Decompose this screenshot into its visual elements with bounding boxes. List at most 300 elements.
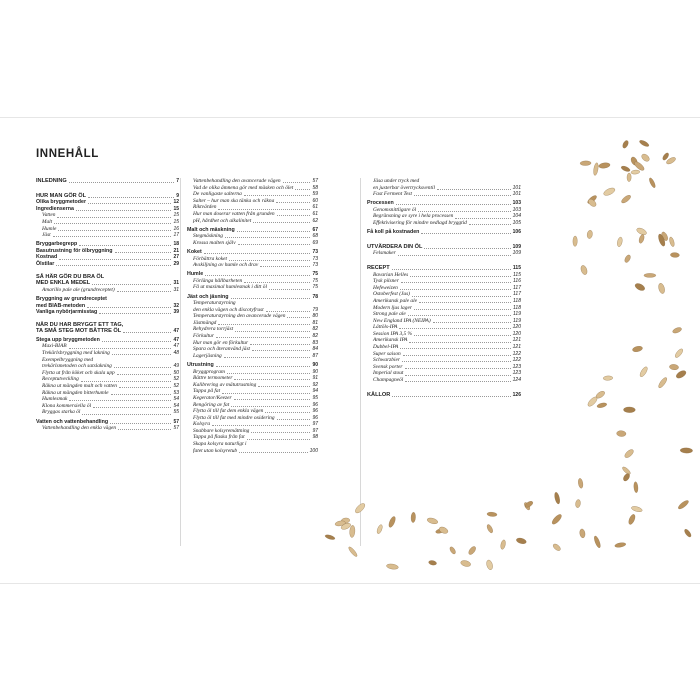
- toc-entry-title: Kostnad: [36, 254, 58, 261]
- toc-entry-section: [36, 248, 179, 255]
- dot-leader: [82, 414, 171, 415]
- malt-grain: [579, 529, 586, 539]
- malt-grain: [669, 236, 676, 247]
- toc-chapter-line: [36, 280, 179, 287]
- malt-grain: [449, 546, 457, 555]
- toc-entry-title: Salter – hur man ska tänka och räkna: [193, 197, 275, 204]
- toc-entry-sub: [36, 357, 179, 364]
- toc-entry-title: Riktvärden: [193, 204, 217, 211]
- toc-entry-sub: [367, 305, 521, 312]
- toc-page-number: 96: [312, 414, 318, 421]
- toc-entry-title: Malt: [42, 218, 53, 225]
- malt-grain: [551, 513, 563, 526]
- dot-leader: [283, 182, 311, 183]
- dot-leader: [212, 425, 310, 426]
- malt-grain: [554, 492, 561, 505]
- toc-page-number: 21: [173, 247, 179, 254]
- malt-grain: [340, 522, 351, 531]
- toc-entry-sub: [36, 212, 179, 219]
- toc-page-number: 27: [173, 254, 179, 261]
- malt-grain: [633, 160, 645, 172]
- toc-entry-title: Temperaturstyrning: [193, 300, 236, 307]
- toc-page-number: 17: [173, 232, 179, 239]
- toc-entry-title: KÄLLOR: [367, 391, 391, 398]
- toc-entry-title: Jästmängd: [193, 319, 217, 326]
- toc-page-number: 47: [173, 343, 179, 350]
- toc-entry-title: Vatten och vattenbehandling: [36, 418, 109, 425]
- toc-entry-title: Vanliga nybörjarmisstag: [36, 309, 98, 316]
- malt-grain: [341, 517, 350, 523]
- dot-leader: [396, 204, 511, 205]
- toc-page-number: 52: [173, 383, 179, 390]
- toc-entry-sub: [36, 350, 179, 357]
- toc-entry-title: Stega upp bryggmetoden: [36, 336, 100, 343]
- toc-page-number: 47: [173, 336, 179, 343]
- toc-entry-title: Räkna ut mängden bitterhumle: [42, 389, 109, 396]
- dot-leader: [69, 400, 171, 401]
- toc-entry-sub: [187, 284, 318, 291]
- dot-leader: [119, 387, 171, 388]
- dot-leader: [114, 367, 172, 368]
- toc-page-number: 47: [173, 328, 179, 335]
- dot-leader: [58, 230, 171, 231]
- toc-page-number: 96: [312, 408, 318, 415]
- dot-leader: [401, 282, 511, 283]
- dot-leader: [57, 217, 171, 218]
- dot-leader: [251, 432, 310, 433]
- toc-entry-section: [36, 419, 179, 426]
- toc-page-number: 96: [312, 401, 318, 408]
- toc-entry-sub: [367, 370, 521, 377]
- toc-entry-sub: [187, 307, 318, 314]
- toc-entry-sub: [367, 207, 521, 214]
- toc-page-number: 15: [173, 218, 179, 225]
- malt-grain: [662, 152, 670, 161]
- toc-page-number: 52: [173, 376, 179, 383]
- toc-entry-sub: [367, 357, 521, 364]
- dot-leader: [295, 189, 310, 190]
- malt-grain: [348, 546, 359, 558]
- toc-entry-chapter: [36, 178, 179, 185]
- toc-page-number: 109: [512, 250, 521, 257]
- toc-entry-title: Exempelbryggning med: [42, 356, 94, 363]
- dot-leader: [239, 452, 308, 453]
- toc-entry-title: Imperial stout: [373, 370, 404, 377]
- toc-entry-title: Bryggprogram: [193, 368, 225, 375]
- toc-entry-title: Rengöring av fat: [193, 401, 230, 408]
- toc-entry-sub: [36, 396, 179, 403]
- toc-entry-title: Effektivisering för mindre nedlagd bryggtid: [373, 220, 467, 227]
- toc-entry-chapter: [367, 265, 521, 272]
- toc-entry-title: Avskiljning av humle och drav: [193, 262, 259, 269]
- toc-page-number: 97: [312, 421, 318, 428]
- dot-leader: [88, 197, 174, 198]
- toc-entry-title: Humle: [42, 225, 57, 232]
- toc-entry-title: INLEDNING: [36, 178, 67, 184]
- toc-entry-title: Lagerjäsning: [193, 352, 222, 359]
- toc-page-number: 118: [513, 304, 521, 311]
- toc-page-number: 31: [173, 286, 179, 293]
- malt-grain: [349, 525, 355, 538]
- malt-grain: [622, 473, 631, 483]
- toc-entry-title: Bryggning av grundreceptet: [36, 295, 107, 302]
- dot-leader: [414, 335, 511, 336]
- dot-leader: [117, 374, 172, 375]
- dot-leader: [88, 203, 171, 204]
- toc-entry-section: [187, 294, 318, 301]
- toc-entry-title: Räkna ut mängden malt och vatten: [42, 383, 118, 390]
- malt-grain: [669, 364, 679, 370]
- dot-leader: [402, 361, 511, 362]
- toc-entry-title: Bryggas starka öl: [42, 409, 81, 416]
- toc-page-number: 32: [173, 302, 179, 309]
- toc-entry-title: Flytta öl till fat med mindre oxidering: [193, 414, 275, 421]
- toc-entry-title: Kolsyra: [193, 421, 211, 428]
- toc-entry-sub: [187, 333, 318, 340]
- dot-leader: [224, 357, 311, 358]
- toc-entry-title: Tysk pilsner: [373, 278, 399, 285]
- malt-grain: [578, 478, 584, 489]
- toc-entry-sub: [367, 318, 521, 325]
- toc-page-number: 9: [176, 192, 179, 199]
- toc-entry-sub: [367, 351, 521, 358]
- dot-leader: [112, 354, 172, 355]
- dot-leader: [405, 375, 510, 376]
- toc-page-number: 79: [312, 306, 318, 313]
- malt-grain: [593, 535, 601, 548]
- toc-entry-sub: [187, 313, 318, 320]
- toc-entry-title: Strong pale ale: [373, 311, 406, 318]
- toc-entry-sub: [187, 178, 318, 185]
- malt-grain: [630, 156, 639, 166]
- toc-entry-section: [36, 303, 179, 310]
- malt-grain: [640, 153, 650, 163]
- dot-leader: [87, 307, 171, 308]
- malt-grain: [575, 499, 581, 508]
- toc-page-number: 80: [312, 313, 318, 320]
- toc-entry-title: Utrustning: [187, 361, 214, 368]
- toc-entry-sub: [36, 403, 179, 410]
- toc-page-number: 124: [512, 377, 521, 384]
- toc-entry-title: New England IPA (NEIPA): [373, 317, 431, 324]
- toc-entry-title: den enkla vägen och discotyfrust: [193, 306, 264, 313]
- malt-grain: [426, 517, 438, 525]
- toc-entry-sub: [187, 388, 318, 395]
- toc-column-3: [367, 178, 521, 398]
- dot-leader: [235, 331, 310, 332]
- toc-entry-sub: [187, 218, 318, 225]
- toc-entry-sub: [367, 220, 521, 227]
- toc-entry-sub: [187, 369, 318, 376]
- malt-grain: [660, 231, 668, 242]
- toc-entry-title: Humle: [187, 271, 204, 278]
- toc-entry-sub: [187, 395, 318, 402]
- toc-entry-title: Ölstilar: [36, 261, 55, 268]
- toc-entry-section: [36, 261, 179, 268]
- toc-entry-title: UTVÄRDERA DIN ÖL: [367, 243, 423, 250]
- malt-grain: [411, 512, 416, 523]
- toc-entry-sub: [187, 233, 318, 240]
- toc-page-number: 15: [173, 205, 179, 212]
- toc-page-number: 73: [312, 248, 318, 255]
- toc-entry-title: Super saison: [373, 350, 401, 357]
- toc-page-number: 91: [312, 375, 318, 382]
- toc-page-number: 54: [173, 396, 179, 403]
- toc-entry-title: Maxi-BIAB: [42, 343, 67, 350]
- toc-entry-title: SÅ HÄR GÖR DU BRA ÖL: [36, 273, 105, 280]
- toc-entry-title: Förkultur: [193, 333, 214, 340]
- malt-grain: [639, 366, 649, 378]
- toc-entry-title: Basutrustning för ölbryggning: [36, 247, 113, 254]
- toc-page-number: 116: [513, 278, 521, 285]
- toc-page-number: 97: [312, 427, 318, 434]
- dot-leader: [412, 296, 511, 297]
- dot-leader: [277, 215, 311, 216]
- toc-page-number: 121: [512, 344, 521, 351]
- toc-entry-sub: [187, 421, 318, 428]
- toc-entry-section: [367, 200, 521, 207]
- toc-entry-sub: [367, 185, 521, 192]
- toc-entry-sub: [187, 185, 318, 192]
- toc-entry-title: Hur man doserar vatten från grunden: [193, 210, 275, 217]
- toc-page-number: 119: [513, 317, 521, 324]
- dot-leader: [99, 313, 171, 314]
- dot-leader: [110, 423, 171, 424]
- toc-page-number: 100: [309, 447, 318, 454]
- malt-grain: [638, 234, 645, 244]
- toc-entry-sub: [187, 441, 318, 448]
- dot-leader: [419, 302, 511, 303]
- toc-page-number: 73: [312, 255, 318, 262]
- toc-entry-title: Ostoberfest (Jus): [373, 291, 410, 298]
- toc-page-number: 94: [312, 388, 318, 395]
- toc-entry-title: Flytta öl till fat dem enkla vägen: [193, 408, 264, 415]
- dot-leader: [229, 260, 310, 261]
- toc-page-number: 69: [312, 239, 318, 246]
- malt-grain: [634, 282, 646, 292]
- malt-grain: [672, 326, 682, 334]
- toc-entry-title: Rehydrera torrjäst: [193, 326, 234, 333]
- malt-grain: [620, 194, 632, 205]
- toc-entry-title: Begränsning av syre i hela processen: [373, 213, 454, 220]
- toc-entry-title: Malt och mäskning: [187, 226, 235, 233]
- dot-leader: [455, 218, 510, 219]
- toc-entry-title: Vattenbehandling den enkla vägen: [42, 425, 117, 432]
- toc-page-number: 81: [312, 319, 318, 326]
- dot-leader: [277, 419, 311, 420]
- toc-entry-section: [187, 362, 318, 369]
- toc-entry-title: MED ENKLA MEDEL: [36, 280, 91, 287]
- toc-entry-title: Felsmaker: [373, 250, 396, 257]
- toc-entry-sub: [187, 408, 318, 415]
- toc-entry-title: Vad de olika ämnena gör med mäsken och ölet: [193, 184, 294, 191]
- toc-entry-title: Bryggarbegrepp: [36, 241, 78, 248]
- dot-leader: [117, 291, 172, 292]
- dot-leader: [234, 379, 310, 380]
- malt-grain: [657, 233, 666, 247]
- toc-entry-title: Flytta ut från köket och skala upp: [42, 369, 115, 376]
- toc-entry-sub: [367, 311, 521, 318]
- toc-entry-title: Förbättra koket: [193, 255, 227, 262]
- toc-entry-title: De vanligaste salterna: [193, 191, 242, 198]
- malt-grain: [674, 348, 684, 359]
- toc-entry-title: Dubbel-IPA: [373, 344, 399, 351]
- toc-entry-title: Vatten: [42, 212, 56, 219]
- dot-leader: [399, 328, 510, 329]
- toc-page-number: 117: [513, 291, 521, 298]
- toc-entry-sub: [187, 448, 318, 455]
- malt-grain: [636, 227, 648, 237]
- toc-page-number: 50: [173, 369, 179, 376]
- toc-entry-section: [36, 254, 179, 261]
- dot-leader: [414, 309, 511, 310]
- toc-entry-sub: [187, 346, 318, 353]
- toc-entry-section: [36, 337, 179, 344]
- malt-grain: [603, 186, 617, 197]
- toc-entry-title: Stegmäskning: [193, 233, 223, 240]
- malt-grain: [657, 376, 668, 389]
- toc-entry-sub: [187, 375, 318, 382]
- malt-grain: [500, 539, 506, 549]
- malt-grain: [593, 162, 599, 175]
- malt-grain: [617, 237, 624, 248]
- toc-entry-title: Spara och återanvänd jäst: [193, 346, 251, 353]
- malt-grain: [325, 534, 336, 541]
- toc-page-number: 49: [173, 363, 179, 370]
- malt-grain: [627, 173, 631, 182]
- toc-page-number: 101: [512, 184, 521, 191]
- toc-page: [0, 117, 700, 584]
- malt-grain: [376, 524, 383, 534]
- toc-page-number: 82: [312, 326, 318, 333]
- toc-page-number: 75: [312, 277, 318, 284]
- toc-column-2: [187, 178, 318, 454]
- toc-page-number: 101: [512, 191, 521, 198]
- toc-entry-title: Tappa på fat: [193, 388, 221, 395]
- toc-page-number: 98: [312, 434, 318, 441]
- toc-entry-section: [187, 271, 318, 278]
- dot-leader: [79, 245, 171, 246]
- toc-entry-title: Hefeweizen: [373, 284, 398, 291]
- toc-page-number: 120: [512, 324, 521, 331]
- toc-entry-section: [36, 206, 179, 213]
- malt-grain: [624, 254, 632, 263]
- toc-entry-title: Modern ljus lager: [373, 304, 412, 311]
- toc-page-number: 87: [312, 352, 318, 359]
- toc-entry-title: TA SMÅ STEG MOT BÄTTRE ÖL: [36, 328, 122, 335]
- toc-page-number: 68: [312, 233, 318, 240]
- toc-entry-sub: [367, 337, 521, 344]
- dot-leader: [69, 348, 172, 349]
- column-divider: [180, 178, 181, 546]
- toc-entry-sub: [187, 434, 318, 441]
- toc-entry-chapter: [36, 193, 179, 200]
- dot-leader: [266, 311, 311, 312]
- toc-page-number: 67: [312, 226, 318, 233]
- toc-page-number: 117: [513, 284, 521, 291]
- toc-entry-sub: [187, 211, 318, 218]
- dot-leader: [237, 231, 311, 232]
- toc-entry-sub: [367, 291, 521, 298]
- toc-entry-title: Schwarzbier: [373, 357, 400, 364]
- toc-entry-sub: [367, 191, 521, 198]
- malt-grain: [623, 448, 634, 459]
- dot-leader: [414, 195, 511, 196]
- dot-leader: [265, 412, 310, 413]
- toc-entry-sub: [367, 278, 521, 285]
- toc-entry-title: Processen: [367, 200, 394, 207]
- toc-entry-title: trekärlsmetoden och satslakning: [42, 363, 112, 370]
- dot-leader: [253, 222, 310, 223]
- toc-entry-title: Receptutveckling: [42, 376, 79, 383]
- dot-leader: [437, 189, 511, 190]
- dot-leader: [287, 317, 310, 318]
- toc-column-1: [36, 178, 179, 432]
- toc-page-number: 95: [312, 394, 318, 401]
- malt-grain: [552, 543, 562, 552]
- toc-entry-sub: [36, 425, 179, 432]
- toc-page-number: 103: [512, 200, 521, 207]
- toc-page-number: 54: [173, 402, 179, 409]
- dot-leader: [92, 284, 171, 285]
- malt-grain: [621, 466, 631, 476]
- toc-entry-title: Jäst: [42, 232, 51, 239]
- dot-leader: [269, 289, 310, 290]
- toc-entry-title: Amerikansk pale ale: [373, 297, 418, 304]
- toc-page-number: 103: [512, 206, 521, 213]
- toc-entry-title: Genomsnittligare öl: [373, 206, 417, 213]
- toc-entry-chapter: [367, 244, 521, 251]
- malt-grain: [616, 430, 626, 436]
- toc-page-number: 15: [173, 212, 179, 219]
- dot-leader: [216, 366, 311, 367]
- toc-entry-title: Koket: [187, 248, 202, 255]
- dot-leader: [54, 223, 171, 224]
- malt-grain: [487, 512, 497, 517]
- toc-page-number: 31: [173, 280, 179, 287]
- toc-page-number: 122: [512, 350, 521, 357]
- toc-entry-sub: [187, 320, 318, 327]
- toc-entry-title: HUR MAN GÖR ÖL: [36, 192, 87, 199]
- dot-leader: [418, 211, 511, 212]
- toc-entry-title: en justerbar övertrycksventil: [373, 184, 435, 191]
- toc-entry-title: NÄR DU HAR BRYGGT ETT TAG,: [36, 321, 124, 328]
- toc-page-number: 61: [312, 204, 318, 211]
- dot-leader: [409, 342, 510, 343]
- malt-grain: [680, 448, 693, 454]
- toc-page-number: 53: [173, 389, 179, 396]
- malt-grain: [435, 528, 444, 534]
- toc-entry-title: Bättre termometer: [193, 375, 233, 382]
- toc-entry-title: med BIAB-metoden: [36, 302, 86, 309]
- toc-entry-title: Tappa på flaska från fat: [193, 434, 245, 441]
- toc-entry-sub: [36, 343, 179, 350]
- dot-leader: [231, 406, 310, 407]
- column-divider: [360, 178, 361, 546]
- toc-entry-title: Klona kommersiella öl: [42, 402, 92, 409]
- toc-entry-title: Kegerator/Keezer: [193, 394, 232, 401]
- dot-leader: [115, 252, 172, 253]
- toc-entry-title: Temperaturstyrning den avancerade vägen: [193, 313, 286, 320]
- toc-entry-title: Kalibrering av mätutrustning: [193, 381, 257, 388]
- toc-entry-title: Bavarian Helles: [373, 271, 409, 278]
- dot-leader: [424, 248, 510, 249]
- malt-grain: [586, 395, 598, 407]
- malt-grain: [516, 537, 527, 545]
- toc-page-number: 16: [173, 225, 179, 232]
- toc-entry-sub: [187, 198, 318, 205]
- malt-grain: [587, 198, 598, 208]
